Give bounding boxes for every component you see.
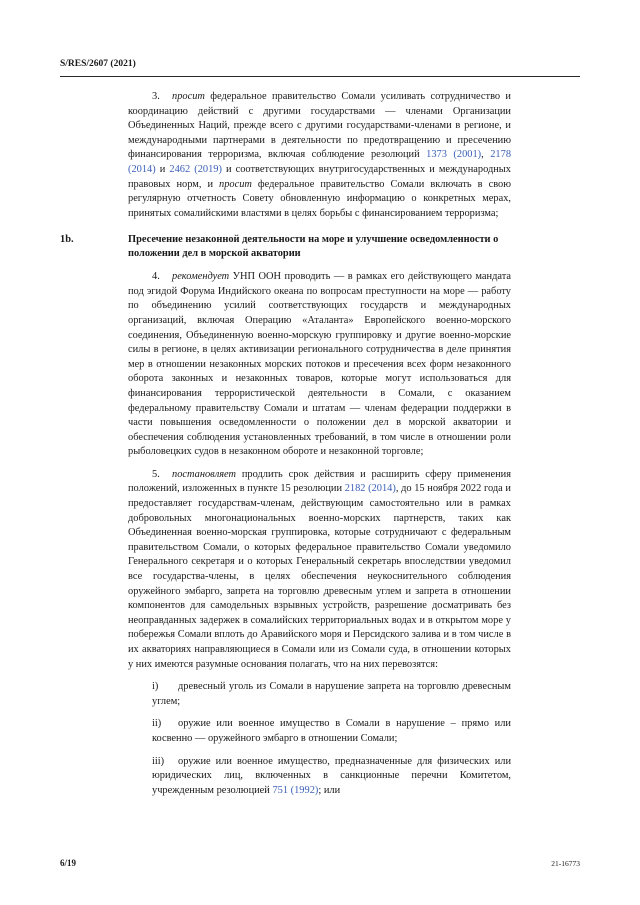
resolution-link-2462[interactable]: 2462 (2019) xyxy=(169,163,222,175)
list-item xyxy=(128,680,511,709)
list-item-marker: i) xyxy=(152,681,159,693)
list-item-text: оружие или военное имущество, предназначенные для физических или юридических лиц, включенных в санкционные перечни Комитетом, учрежденным резолюцией xyxy=(152,755,511,796)
list-item-text: древесный уголь из Сомали в нарушение запрета на торговлю древесным углем; xyxy=(152,681,511,707)
list-item xyxy=(128,717,511,746)
paragraph-5 xyxy=(128,468,511,672)
paragraph-4 xyxy=(128,270,511,460)
page-header xyxy=(60,58,580,77)
page-footer xyxy=(60,858,580,872)
resolution-link-1373[interactable]: 1373 (2001) xyxy=(426,149,482,161)
paragraph-text: федеральное правительство Сомали усиливать сотрудничество и координацию действий с другими государствами — членами Организации Объединенных Наций, прежде всего с другими государствами-членами в регионе, и международными партнерами в деятельности по предотвращению и пресечению финансирования терроризма, включая соблюдение резолюций xyxy=(128,91,511,161)
paragraph-text: и соответствующих внутригосударственных и международных правовых норм, и xyxy=(128,163,511,190)
paragraph-text: УНП ООН проводить — в рамках его действующего мандата под эгидой Форума Индийского океана по вопросам преступности на море — работу по объединению усилий соответствующих государств и международных организаций, включая Операцию «Аталанта» Европейского военно-морского соединения, Объединенную военно-морскую группировку и другие военно-морские силы в регионе, в целях активизации регионального сотрудничества в деле принятия мер в отношении незаконных морских потоков и пресечения всех форм незаконного оборота законных и незаконных товаров, которые могут использоваться для финансирования террористической деятельности в Сомали, с оказанием федеральному правительству Сомали и штатам — членам федерации поддержки в части повышения осведомленности о положении дел в морской акватории и обеспечения соблюдения установленных требований, в том числе в отношении роли рыболовецких судов в незаконном обороте и незаконной торговле; xyxy=(128,271,511,458)
separator-text: и xyxy=(155,163,170,175)
list-item xyxy=(128,755,511,799)
document-number: 21-16773 xyxy=(551,859,580,868)
section-title: Пресечение незаконной деятельности на море и улучшение осведомленности о положении дел в морской акватории xyxy=(128,234,499,259)
paragraph-number: 3. xyxy=(152,91,160,102)
operative-verb: просит xyxy=(172,91,205,102)
list-item-text: ; или xyxy=(318,784,341,796)
section-number: 1b. xyxy=(60,234,74,246)
resolution-link-2182[interactable]: 2182 (2014) xyxy=(344,483,396,495)
page-number: 6/19 xyxy=(60,858,77,868)
list-item-marker: iii) xyxy=(152,755,165,767)
paragraph-3 xyxy=(128,90,511,221)
resolution-link-751[interactable]: 751 (1992) xyxy=(272,784,319,796)
paragraph-text: продлить срок действия и расширить сферу применения положений, изложенных в пункте 15 резолюции xyxy=(128,468,511,495)
operative-verb: просит xyxy=(219,178,252,190)
separator-text: , xyxy=(481,149,491,161)
operative-verb: рекомендует xyxy=(172,271,230,283)
list-item-marker: ii) xyxy=(152,718,162,730)
resolution-link-2178[interactable]: 2178 (2014) xyxy=(128,149,512,175)
list-item-text: оружие или военное имущество в Сомали в нарушение – прямо или косвенно — оружейного эмбарго в отношении Сомали; xyxy=(152,718,511,744)
paragraph-text: , до 15 ноября 2022 года и предоставляет государствам-членам, действующим самостоятельно или в рамках добровольных многонациональных военно-морских партнерств, таких как Объединенная военно-морская группировка, которые сотрудничают с федеральным правительством Сомали, о которых федеральное правительство Сомали уведомило Генерального секретаря и о которых Генеральный секретарь впоследствии уведомил все государства-члены, в целях обеспечения неукоснительного соблюдения оружейного эмбарго, запрета на торговлю древесным углем и запрета в отношении компонентов для самодельных взрывных устройств, разрешение досматривать без неоправданных задержек в сомалийских территориальных водах и в открытом море у побережья Сомали вплоть до Аравийского моря и Персидского залива и в том числе в их акваториях направляющиеся в Сомали или из Сомали суда, в отношении которых у них имеются разумные основания полагать, что на них перевозятся: xyxy=(128,483,511,670)
document-symbol: S/RES/2607 (2021) xyxy=(60,59,136,69)
paragraph-text: федеральное правительство Сомали включать в свою регулярную отчетность Совету обновленную информацию о конкретных мерах, принятых сомалийскими властями в целях борьбы с финансированием терроризма; xyxy=(128,178,511,219)
paragraph-number: 5. xyxy=(152,468,160,480)
paragraph-number: 4. xyxy=(152,271,160,283)
section-heading xyxy=(60,233,511,260)
operative-verb: постановляет xyxy=(172,468,237,480)
document-body xyxy=(60,90,512,806)
